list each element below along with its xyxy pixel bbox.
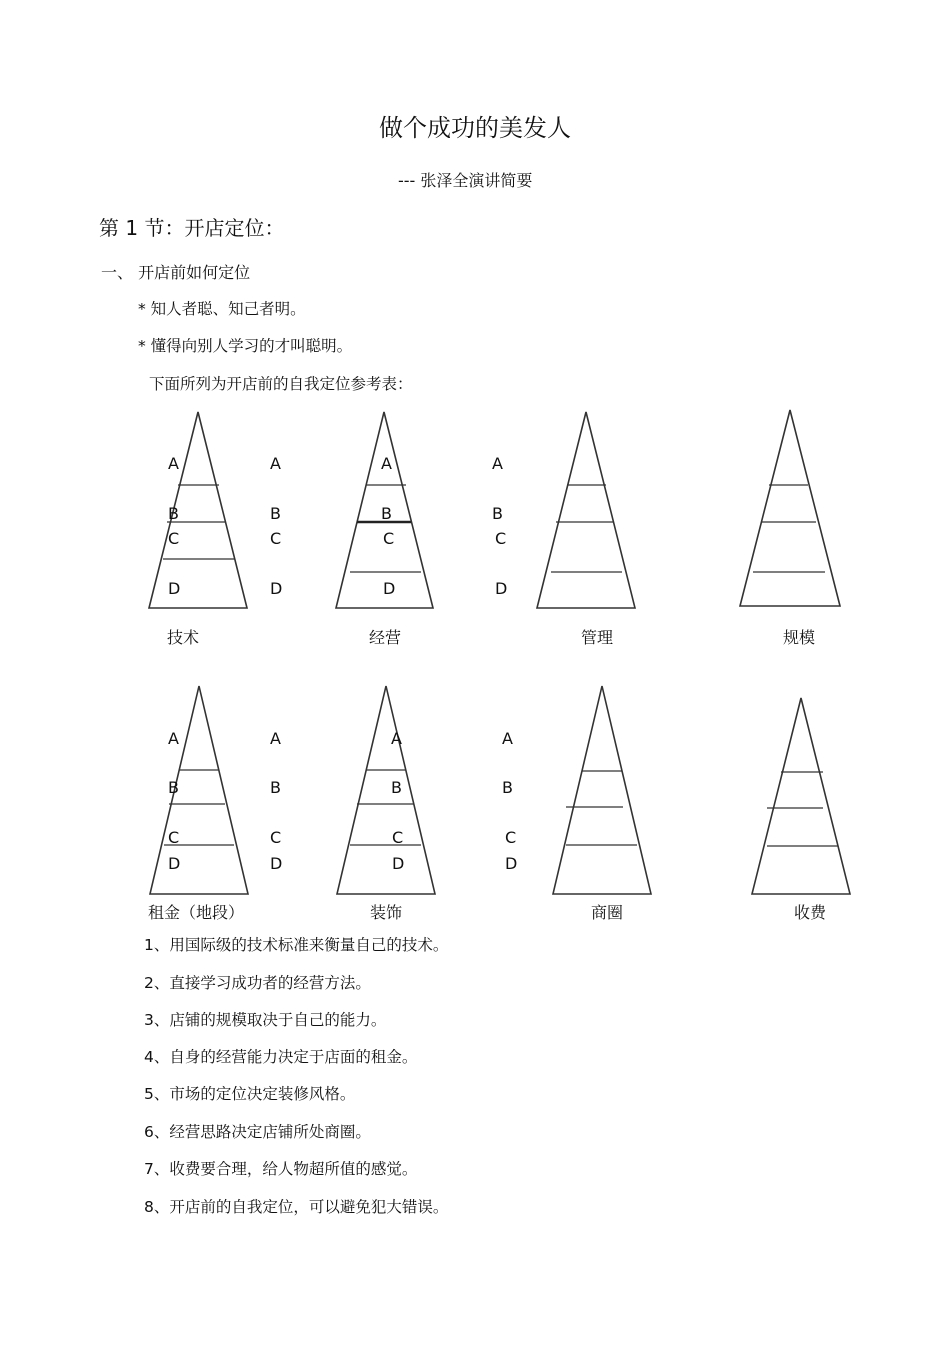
level-letter-b: B xyxy=(492,504,503,523)
list-item: 3、店铺的规模取决于自己的能力。 xyxy=(144,1011,387,1029)
bullet-item: * 懂得向别人学习的才叫聪明。 xyxy=(138,337,353,355)
level-letter-b: B xyxy=(270,778,281,797)
level-letter-b: B xyxy=(168,778,179,797)
pyramid-outline xyxy=(337,686,435,894)
level-letter-c: C xyxy=(168,529,180,548)
level-letter-b: B xyxy=(502,778,513,797)
pyramid-outline xyxy=(537,412,635,608)
level-letter-a: A xyxy=(391,729,402,748)
level-letter-a: A xyxy=(168,729,179,748)
level-letter-a: A xyxy=(270,454,281,473)
level-letter-a: A xyxy=(502,729,513,748)
level-letter-b: B xyxy=(270,504,281,523)
diagram-label: 经营 xyxy=(369,628,402,647)
bullet-item: * 知人者聪、知己者明。 xyxy=(138,300,306,318)
pyramid-outline xyxy=(752,698,850,894)
diagram-label: 租金（地段） xyxy=(148,903,245,922)
pyramid-outline xyxy=(740,410,840,606)
list-item: 5、市场的定位决定装修风格。 xyxy=(144,1085,356,1103)
level-letter-c: C xyxy=(270,828,282,847)
level-letter-c: C xyxy=(270,529,282,548)
level-letter-d: D xyxy=(270,854,283,873)
level-letter-b: B xyxy=(381,504,392,523)
list-item: 2、直接学习成功者的经营方法。 xyxy=(144,974,371,992)
level-letter-d: D xyxy=(495,579,508,598)
pyramid-diagram-management xyxy=(537,412,635,647)
diagram-label: 装饰 xyxy=(370,903,403,922)
list-item: 8、开店前的自我定位，可以避免犯大错误。 xyxy=(144,1198,449,1216)
level-letter-d: D xyxy=(383,579,396,598)
level-letter-b: B xyxy=(391,778,402,797)
pyramid-diagram-rent xyxy=(148,686,282,922)
level-letter-c: C xyxy=(383,529,395,548)
pyramid-diagram-decoration xyxy=(337,686,517,922)
table-intro: 下面所列为开店前的自我定位参考表： xyxy=(149,375,413,393)
list-item: 6、经营思路决定店铺所处商圈。 xyxy=(144,1123,371,1141)
level-letter-c: C xyxy=(495,529,507,548)
level-letter-a: A xyxy=(270,729,281,748)
pyramid-diagram-business-district xyxy=(553,686,651,922)
diagram-label: 规模 xyxy=(783,628,816,647)
level-letter-d: D xyxy=(392,854,405,873)
level-letter-a: A xyxy=(492,454,503,473)
pyramid-diagram-pricing xyxy=(752,698,850,922)
diagram-label: 收费 xyxy=(794,903,827,922)
pyramid-diagram-technique xyxy=(149,412,282,647)
level-letter-a: A xyxy=(381,454,392,473)
level-letter-d: D xyxy=(270,579,283,598)
level-letter-c: C xyxy=(168,828,180,847)
list-item: 1、用国际级的技术标准来衡量自己的技术。 xyxy=(144,936,449,954)
level-letter-c: C xyxy=(392,828,404,847)
diagram-label: 技术 xyxy=(167,628,200,647)
pyramid-outline xyxy=(553,686,651,894)
page-subtitle: --- 张泽全演讲简要 xyxy=(398,171,533,190)
page-title: 做个成功的美发人 xyxy=(379,114,571,142)
subsection-heading: 一、 开店前如何定位 xyxy=(101,263,251,282)
level-letter-b: B xyxy=(168,504,179,523)
level-letter-a: A xyxy=(168,454,179,473)
level-letter-c: C xyxy=(505,828,517,847)
pyramid-outline xyxy=(149,412,247,608)
pyramid-outline xyxy=(150,686,248,894)
section-heading: 第 1 节：开店定位： xyxy=(99,216,285,240)
level-letter-d: D xyxy=(505,854,518,873)
level-letter-d: D xyxy=(168,854,181,873)
pyramid-diagram-operation xyxy=(336,412,507,647)
diagram-label: 管理 xyxy=(581,628,614,647)
list-item: 7、收费要合理，给人物超所值的感觉。 xyxy=(144,1160,418,1178)
diagram-label: 商圈 xyxy=(591,903,624,922)
pyramid-diagram-scale xyxy=(740,410,840,647)
level-letter-d: D xyxy=(168,579,181,598)
list-item: 4、自身的经营能力决定于店面的租金。 xyxy=(144,1048,418,1066)
